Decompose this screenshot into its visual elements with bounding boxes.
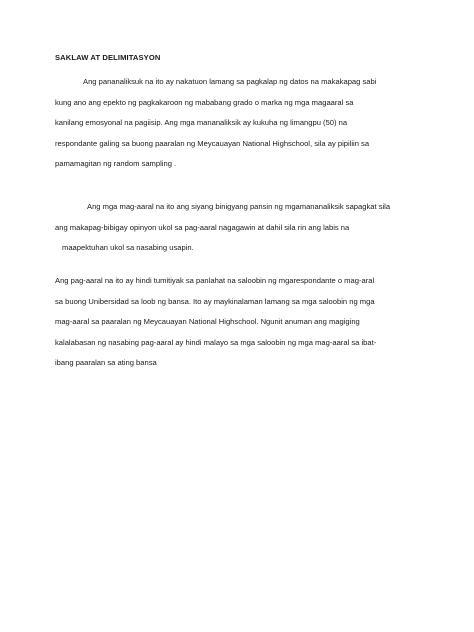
paragraph-line: maapektuhan ukol sa nasabing usapin.: [62, 243, 194, 252]
paragraph-line: kalalabasan ng nasabing pag-aaral ay hindi malayo sa mga saloobin ng mga mag-aaral sa ibat-: [55, 337, 377, 347]
paragraph-1: [55, 72, 427, 175]
paragraph-3: [55, 271, 427, 374]
paragraph-line: mag-aaral sa paaralan ng Meycauayan National Highschool. Ngunit anuman ang magiging: [55, 317, 360, 326]
document-title: SAKLAW AT DELIMITASYON: [55, 53, 161, 62]
paragraph-line: pamamagitan ng random sampling .: [55, 159, 177, 168]
paragraph-line: ibang paaralan sa ating bansa: [55, 358, 157, 367]
paragraph-line: ang makapag-bibigay opinyon ukol sa pag-aaral nagagawin at dahil sila rin ang labis na: [55, 222, 350, 232]
paragraph-line: kanilang emosyonal na pagiisip. Ang mga mananaliksik ay kukuha ng limangpu (50) na: [55, 118, 348, 127]
paragraph-line: kung ano ang epekto ng pagkakaroon ng mababang grado o marka ng mga magaaral sa: [55, 97, 354, 107]
paragraph-line: Ang mga mag-aaral na ito ang siyang binigyang pansin ng mgamananaliksik sapagkat sila: [87, 202, 391, 211]
paragraph-line: Ang pananaliksuk na ito ay nakatuon lamang sa pagkalap ng datos na makakapag sabi: [83, 77, 377, 86]
paragraph-line: Ang pag-aaral na ito ay hindi tumitiyak sa panlahat na saloobin ng mgarespondante o mag-aral: [55, 276, 375, 285]
paragraph-2: [55, 197, 427, 259]
paragraph-line: respondante galing sa buong paaralan ng Meycauayan National Highschool, sila ay pipiliin sa: [55, 138, 370, 148]
paragraph-line: sa buong Unibersidad sa loob ng bansa. Ito ay maykinalaman lamang sa mga saloobin ng mga: [55, 296, 375, 306]
